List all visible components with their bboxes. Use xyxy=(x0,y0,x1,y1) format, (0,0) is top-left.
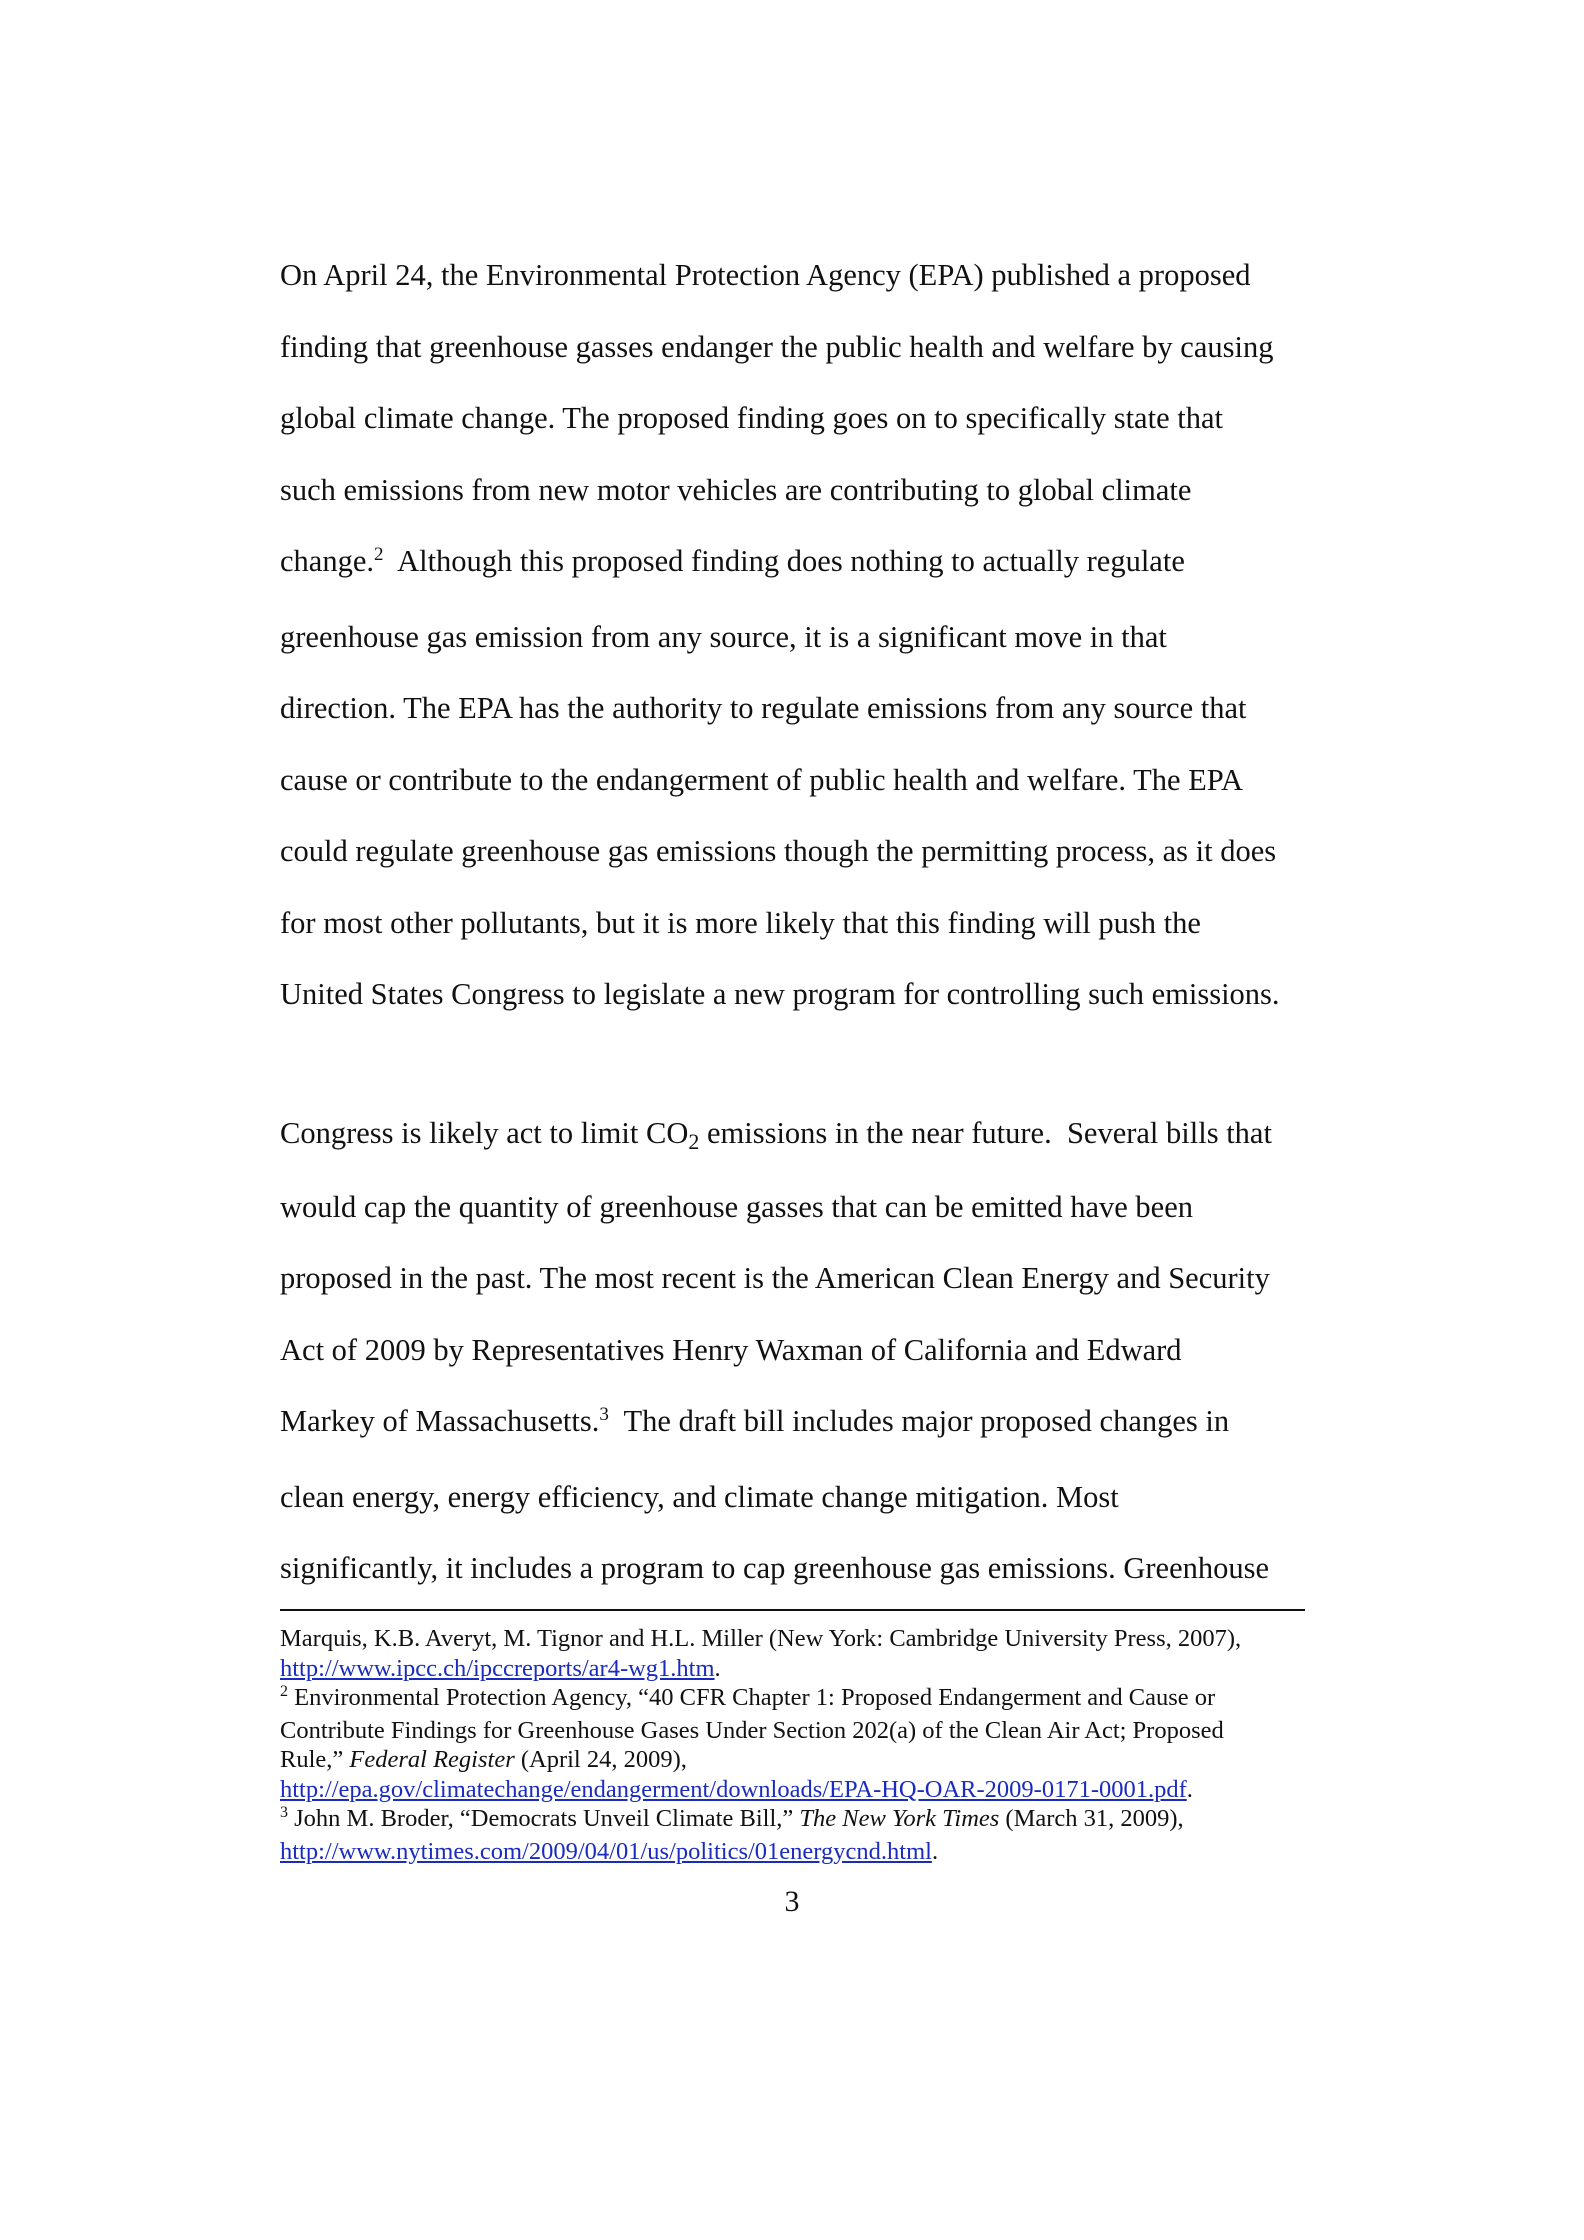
footnote-reference-2[interactable]: 2 xyxy=(374,544,384,565)
text-line: On April 24, the Environmental Protection Agency (EPA) published a proposed xyxy=(280,258,1251,292)
text-fragment: Rule,” xyxy=(280,1746,350,1773)
text-fragment: John M. Broder, “Democrats Unveil Climate Bill,” xyxy=(288,1805,800,1832)
text-line: global climate change. The proposed finding goes on to specifically state that xyxy=(280,401,1223,435)
publication-title: The New York Times xyxy=(799,1805,1000,1832)
text-line: could regulate greenhouse gas emissions though the permitting process, as it does xyxy=(280,834,1277,868)
text-fragment: Markey of Massachusetts. xyxy=(280,1404,600,1438)
text-line: greenhouse gas emission from any source, it is a significant move in that xyxy=(280,619,1167,654)
text-line: cause or contribute to the endangerment of public health and welfare. The EPA xyxy=(280,762,1243,797)
footnote-2-line: Contribute Findings for Greenhouse Gases Under Section 202(a) of the Clean Air Act; Proposed xyxy=(280,1716,1224,1744)
footnote-continuation-link-line xyxy=(280,1654,1310,1684)
paragraph-epa-finding xyxy=(280,240,1310,1031)
text-fragment: The draft bill includes major proposed changes in xyxy=(608,1404,1230,1438)
publication-title: Federal Register xyxy=(349,1746,515,1773)
text-line: clean energy, energy efficiency, and climate change mitigation. Most xyxy=(280,1479,1119,1514)
text-fragment: change. xyxy=(280,544,374,578)
ipcc-link[interactable]: http://www.ipcc.ch/ipccreports/ar4-wg1.htm xyxy=(280,1654,715,1682)
text-fragment: (April 24, 2009), xyxy=(514,1746,687,1773)
text-line: United States Congress to legislate a new program for controlling such emissions. xyxy=(280,977,1280,1011)
footnote-reference-3[interactable]: 3 xyxy=(599,1404,609,1425)
text-line: such emissions from new motor vehicles are contributing to global climate xyxy=(280,472,1192,507)
footnote-continuation: Marquis, K.B. Averyt, M. Tignor and H.L. Miller (New York: Cambridge University Press, 2007), xyxy=(280,1625,1242,1652)
text-line: proposed in the past. The most recent is the American Clean Energy and Security xyxy=(280,1261,1270,1295)
footnote-separator xyxy=(280,1609,1305,1611)
text-fragment: . xyxy=(714,1654,721,1682)
paragraph-congress-bills xyxy=(280,1098,1310,1605)
text-fragment: Environmental Protection Agency, “40 CFR Chapter 1: Proposed Endangerment and Cause or xyxy=(288,1684,1216,1711)
text-line xyxy=(280,1098,1310,1172)
text-fragment: Congress is likely act to limit CO xyxy=(280,1116,689,1150)
footnote-2-line xyxy=(280,1745,1310,1775)
text-fragment: emissions in the near future. Several bills that xyxy=(699,1116,1272,1150)
footnote-2-link-line xyxy=(280,1775,1310,1805)
footnote-number: 3 xyxy=(280,1804,288,1821)
page-number: 3 xyxy=(784,1885,800,1918)
footnote-3 xyxy=(280,1804,1310,1837)
text-line: would cap the quantity of greenhouse gasses that can be emitted have been xyxy=(280,1189,1193,1224)
text-line: finding that greenhouse gasses endanger the public health and welfare by causing xyxy=(280,329,1274,364)
footnotes-section xyxy=(280,1624,1310,1866)
text-line xyxy=(280,1386,1310,1462)
text-line: direction. The EPA has the authority to regulate emissions from any source that xyxy=(280,691,1247,725)
text-fragment: . xyxy=(931,1837,939,1865)
text-line: Act of 2009 by Representatives Henry Waxman of California and Edward xyxy=(280,1332,1182,1367)
text-line xyxy=(280,526,1310,602)
footnote-number: 2 xyxy=(280,1683,288,1700)
text-line: for most other pollutants, but it is more likely that this finding will push the xyxy=(280,905,1201,940)
text-fragment: (March 31, 2009), xyxy=(999,1805,1184,1832)
subscript: 2 xyxy=(688,1129,700,1154)
footnote-3-link-line xyxy=(280,1837,1310,1867)
text-line: significantly, it includes a program to cap greenhouse gas emissions. Greenhouse xyxy=(280,1551,1270,1585)
footnote-2 xyxy=(280,1683,1310,1716)
text-fragment: Although this proposed finding does nothing to actually regulate xyxy=(383,544,1185,578)
epa-document-link[interactable]: http://epa.gov/climatechange/endangerment/downloads/EPA-HQ-OAR-2009-0171-0001.pdf xyxy=(280,1775,1187,1803)
nytimes-article-link[interactable]: http://www.nytimes.com/2009/04/01/us/politics/01energycnd.html xyxy=(280,1837,932,1865)
text-fragment: . xyxy=(1186,1775,1193,1803)
